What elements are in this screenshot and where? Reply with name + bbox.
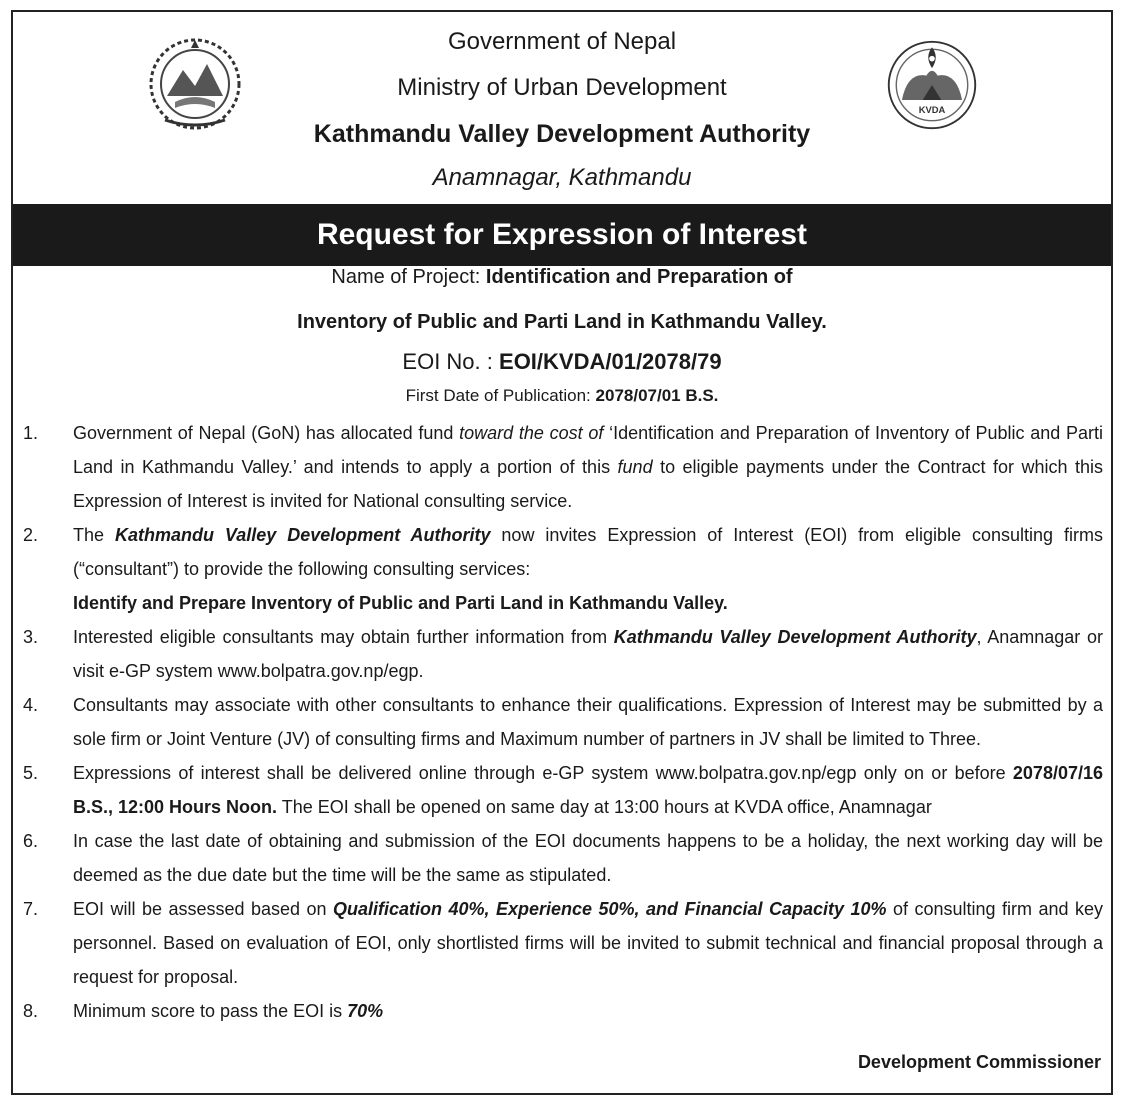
svg-text:KVDA: KVDA (918, 104, 946, 116)
item-number: 7. (23, 899, 39, 919)
authority-name: Kathmandu Valley Development Authority (313, 120, 811, 148)
item-number: 1. (23, 423, 39, 443)
item-number: 4. (23, 695, 39, 715)
eoi-value: EOI/KVDA/01/2078/79 (499, 349, 722, 374)
government-name: Government of Nepal (447, 28, 677, 55)
service-title: Identify and Prepare Inventory of Public and Parti Land in Kathmandu Valley. (73, 593, 728, 613)
project-label: Name of Project: (331, 266, 481, 288)
item-number: 6. (23, 831, 39, 851)
publication-value: 2078/07/01 B.S. (595, 386, 719, 405)
list-item: 5. Expressions of interest shall be delivered online through e-GP system www.bolpatra.gov.np/egp only on or before 2078/07/16 B.S., 12:00 Hours Noon. The EOI shall be opened on same day at 13:00 hours at KVDA office, Anamnagar (23, 756, 1103, 824)
list-item: 8. Minimum score to pass the EOI is 70% (23, 994, 1103, 1028)
notice-items (23, 416, 1103, 1028)
item-number: 5. (23, 763, 39, 783)
eoi-label: EOI No. : (402, 349, 493, 374)
project-name-line1 (13, 266, 1111, 289)
publication-label: First Date of Publication: (405, 386, 591, 405)
notice-frame (11, 10, 1113, 1095)
item-number: 3. (23, 627, 39, 647)
item-number: 8. (23, 1001, 39, 1021)
publication-date (13, 386, 1111, 406)
list-item: 6. In case the last date of obtaining and submission of the EOI documents happens to be a holiday, the next working day will be deemed as the due date but the time will be the same as stipulated. (23, 824, 1103, 892)
list-item: 7. EOI will be assessed based on Qualification 40%, Experience 50%, and Financial Capacity 10% of consulting firm and key personnel. Based on evaluation of EOI, only shortlisted firms will be invited to submit technical and financial proposal through a request for proposal. (23, 892, 1103, 994)
list-item: 1. Government of Nepal (GoN) has allocated fund toward the cost of ‘Identification and Preparation of Inventory of Public and Parti Land in Kathmandu Valley.’ and intends to apply a portion of this fund to eligible payments under the Contract for which this Expression of Interest is invited for National consulting service. (23, 416, 1103, 518)
list-item: 3. Interested eligible consultants may obtain further information from Kathmandu Valley Development Authority, Anamnagar or visit e-GP system www.bolpatra.gov.np/egp. (23, 620, 1103, 688)
project-name-part1: Identification and Preparation of (485, 266, 793, 288)
authority-address: Anamnagar, Kathmandu (432, 164, 692, 191)
header (13, 12, 1111, 202)
deadline: 2078/07/16 B.S., 12:00 Hours Noon. (73, 763, 1103, 817)
project-name-line2: Inventory of Public and Parti Land in Kathmandu Valley. (297, 311, 827, 333)
notice-title-banner: Request for Expression of Interest (13, 204, 1111, 266)
kvda-logo-icon (883, 38, 981, 132)
signature: Development Commissioner (857, 1052, 1101, 1072)
eoi-number (13, 349, 1111, 375)
ministry-name: Ministry of Urban Development (397, 74, 727, 101)
item-number: 2. (23, 525, 39, 545)
list-item: 2. The Kathmandu Valley Development Authority now invites Expression of Interest (EOI) from eligible consulting firms (“consultant”) to provide the following consulting services: Identify and Prepare Inventory of Public and Parti Land in Kathmandu Valley. (23, 518, 1103, 620)
list-item: 4. Consultants may associate with other consultants to enhance their qualifications. Expression of Interest may be submitted by a sole firm or Joint Venture (JV) of consulting firms and Maximum number of partners in JV shall be limited to Three. (23, 688, 1103, 756)
